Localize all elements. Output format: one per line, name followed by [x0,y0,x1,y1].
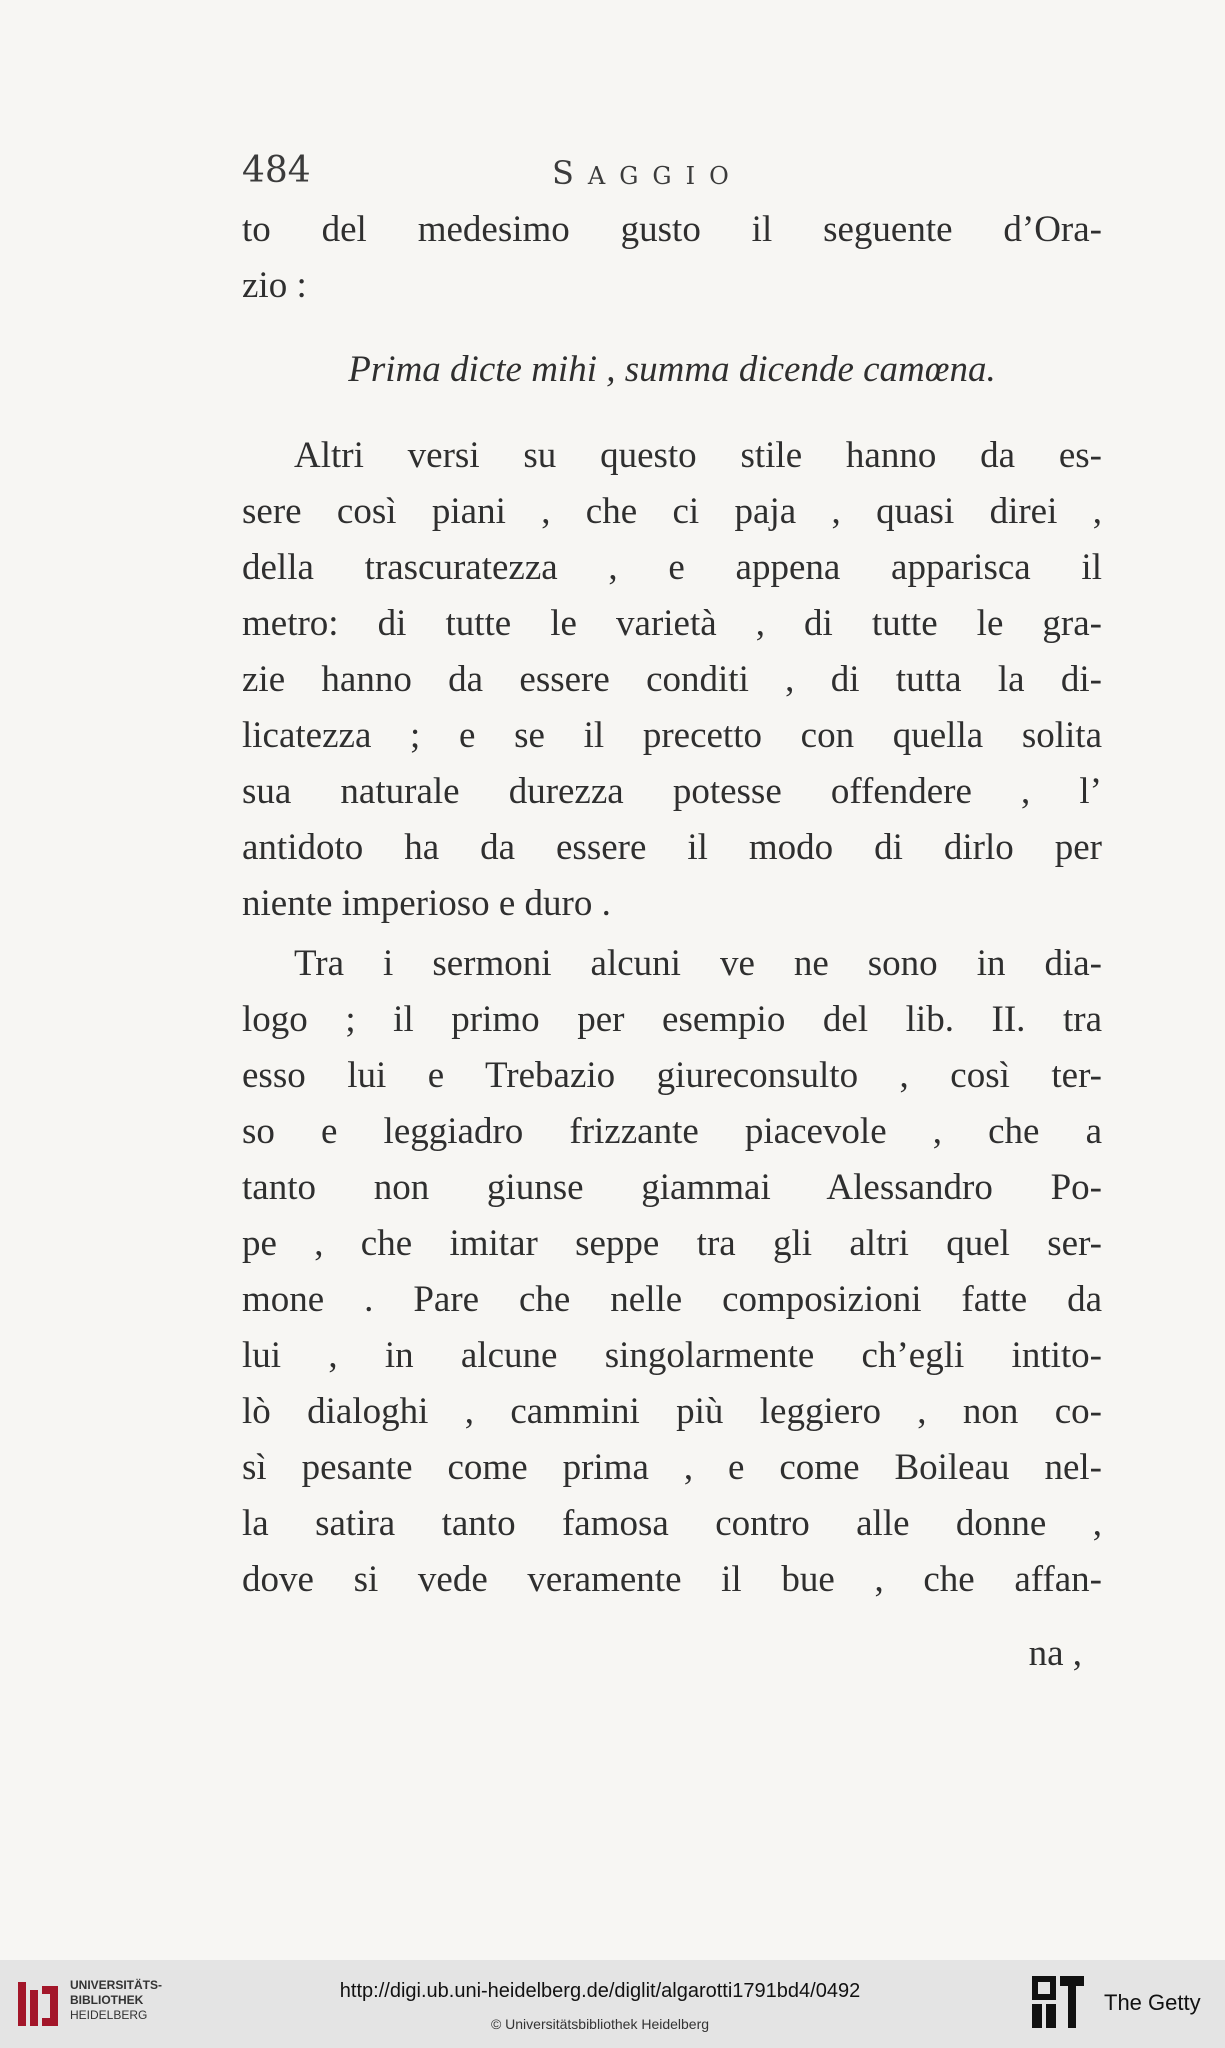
text-line: mone . Pare che nelle composizioni fatte da [242,1279,1102,1320]
text-line: lui , in alcune singolarmente ch’egli intito- [242,1335,1102,1376]
text-line: Altri versi su questo stile hanno da es- [294,435,1102,476]
text-line: sì pesante come prima , e come Boileau nel- [242,1447,1102,1488]
text-line: dove si vede veramente il bue , che affan- [242,1559,1102,1600]
text-line: antidoto ha da essere il modo di dirlo per [242,827,1102,868]
text-line: so e leggiadro frizzante piacevole , che a [242,1111,1102,1152]
library-name-line: HEIDELBERG [70,2008,148,2022]
catchword: na , [1028,1633,1082,1674]
permalink-url[interactable]: http://digi.ub.uni-heidelberg.de/diglit/algarotti1791bd4/0492 [339,1980,861,2002]
text-line: pe , che imitar seppe tra gli altri quel ser- [242,1223,1102,1264]
running-head [552,154,743,192]
library-name-line: UNIVERSITÄTS- [70,1978,163,1992]
library-name-line: BIBLIOTHEK [70,1993,144,2007]
text-line: to del medesimo gusto il seguente d’Ora- [242,209,1102,250]
page-number: 484 [242,150,311,191]
copyright-notice: © Universitätsbibliothek Heidelberg [490,2016,710,2032]
text-line: tanto non giunse giammai Alessandro Po- [242,1167,1102,1208]
viewer-footer [0,1960,1225,2048]
text-line: la satira tanto famosa contro alle donne , [242,1503,1102,1544]
university-library-logo-icon [12,1976,64,2032]
partner-name: The Getty [1104,1990,1201,2015]
getty-logo-icon [1030,1974,1086,2030]
text-line: niente imperioso e duro . [242,883,611,924]
text-line: sere così piani , che ci paja , quasi direi , [242,491,1102,532]
text-line: logo ; il primo per esempio del lib. II. tra [242,999,1102,1040]
text-line: della trascuratezza , e appena apparisca il [242,547,1102,588]
text-line: sua naturale durezza potesse offendere , l’ [242,771,1102,812]
text-line: esso lui e Trebazio giureconsulto , così ter- [242,1055,1102,1096]
quotation-line: Prima dicte mihi , summa dicende camœna. [348,349,996,390]
text-line: metro: di tutte le varietà , di tutte le gra- [242,603,1102,644]
text-line: licatezza ; e se il precetto con quella solita [242,715,1102,756]
text-line: lò dialoghi , cammini più leggiero , non co- [242,1391,1102,1432]
text-line: zie hanno da essere conditi , di tutta la di- [242,659,1102,700]
library-name [70,1978,162,2023]
text-line: zio : [242,265,307,306]
text-line: Tra i sermoni alcuni ve ne sono in dia- [294,943,1102,984]
running-head-rest: AGGIO [587,162,743,190]
page-header [242,150,1102,200]
running-head-initial: S [552,154,588,192]
